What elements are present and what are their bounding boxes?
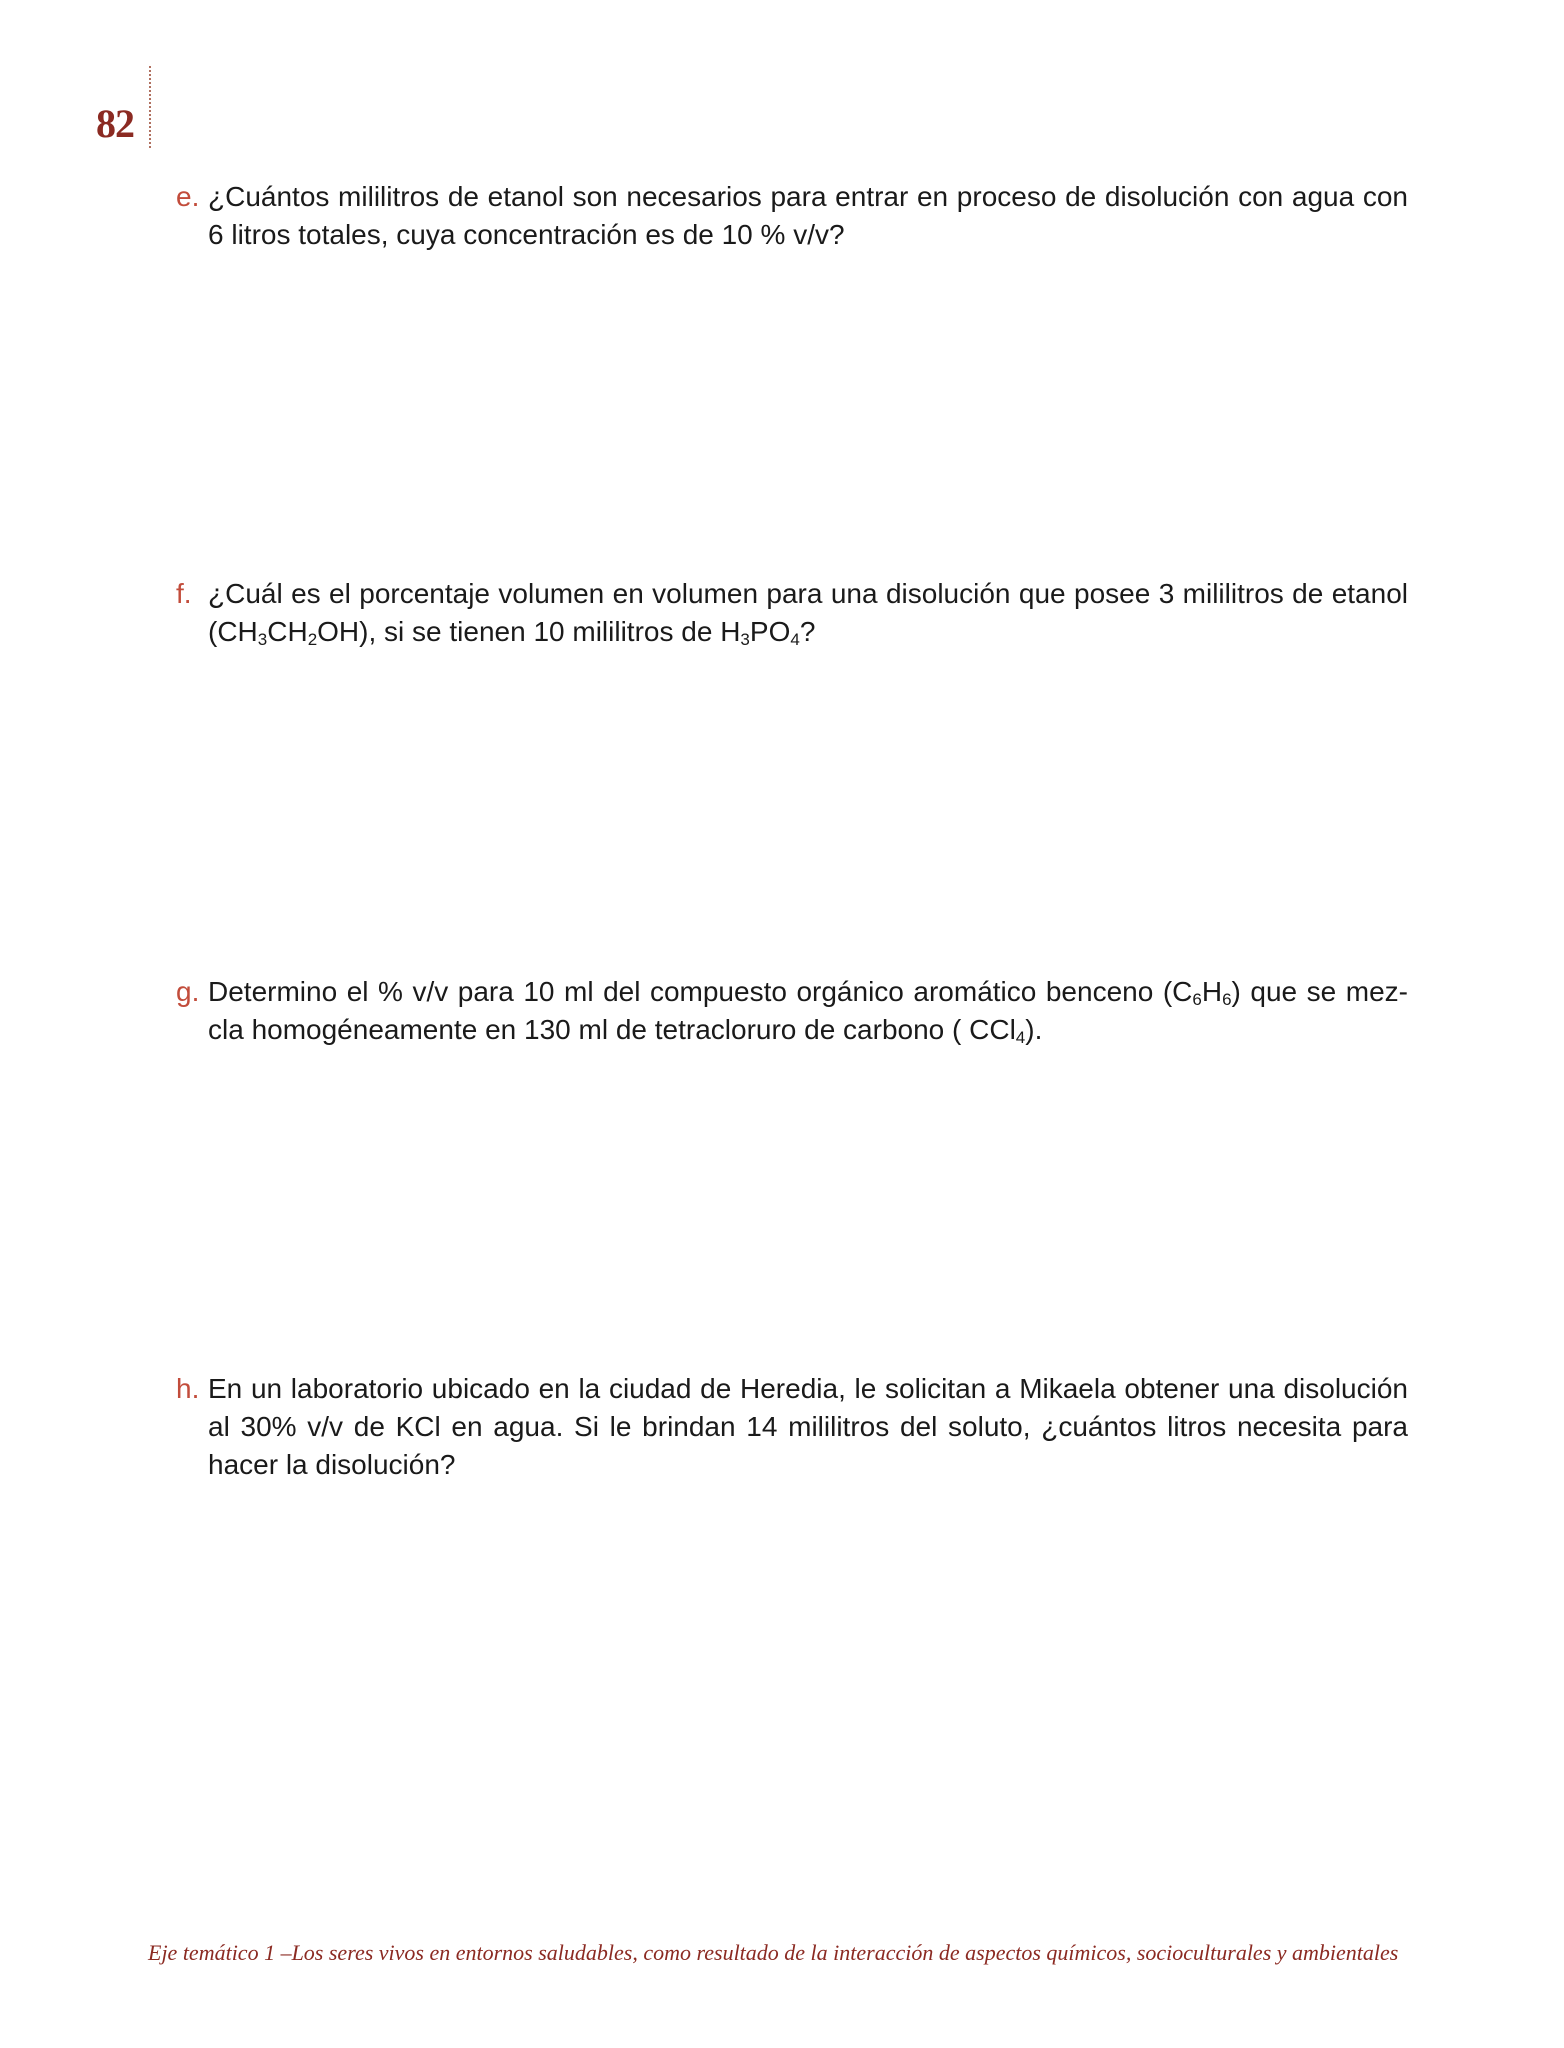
subscript: 4 xyxy=(790,630,800,649)
question-e xyxy=(176,178,1408,254)
subscript: 6 xyxy=(1222,990,1232,1009)
question-text-h: En un laboratorio ubicado en la ciudad de Heredia, le solicitan a Mikaela obtener una disolución al 30% v/v de KCl en agua. Si le brindan 14 mililitros del soluto, ¿cuántos litros necesita para hacer la disolución? xyxy=(208,1373,1408,1480)
question-text-e: ¿Cuántos mililitros de etanol son necesarios para entrar en proceso de disolución con agua con 6 litros totales, cuya concentración es de 10 % v/v? xyxy=(208,181,1408,250)
question-h xyxy=(176,1370,1408,1484)
question-text-f-part3: OH), si se tienen 10 mililitros de H xyxy=(317,616,741,647)
question-text-g-part2: H xyxy=(1201,976,1223,1007)
subscript: 6 xyxy=(1192,990,1202,1009)
question-text-g-part4: ). xyxy=(1025,1014,1043,1045)
question-text-f-part5: ? xyxy=(799,616,816,647)
question-text-f-part1: ¿Cuál es el porcentaje volumen en volumen para una disolución que posee 3 mililitros de etanol (CH xyxy=(208,578,1408,647)
page-number: 82 xyxy=(96,101,134,146)
question-f xyxy=(176,575,1408,651)
subscript: 3 xyxy=(740,630,750,649)
question-letter-e: e. xyxy=(176,181,200,212)
subscript: 3 xyxy=(257,630,268,649)
question-g xyxy=(176,973,1408,1049)
footer-caption: Eje temático 1 –Los seres vivos en entornos saludables, como resultado de la interacción de aspectos químicos, socioculturales y ambientales xyxy=(148,1940,1399,1965)
question-letter-g: g. xyxy=(176,976,200,1007)
question-text-f-part4: PO xyxy=(749,616,791,647)
question-letter-f: f. xyxy=(176,578,192,609)
question-text-g-part3: ) que se mezcla homogéneamente en 130 ml de tetracloruro de carbono ( CCl xyxy=(208,976,1408,1045)
subscript: 2 xyxy=(307,630,318,649)
subscript: 4 xyxy=(1015,1028,1026,1047)
question-text-f-part2: CH xyxy=(267,616,308,647)
question-letter-h: h. xyxy=(176,1373,200,1404)
dotted-divider xyxy=(149,66,151,148)
question-text-g-part1: Determino el % v/v para 10 ml del compuesto orgánico aromático benceno (C xyxy=(208,976,1193,1007)
